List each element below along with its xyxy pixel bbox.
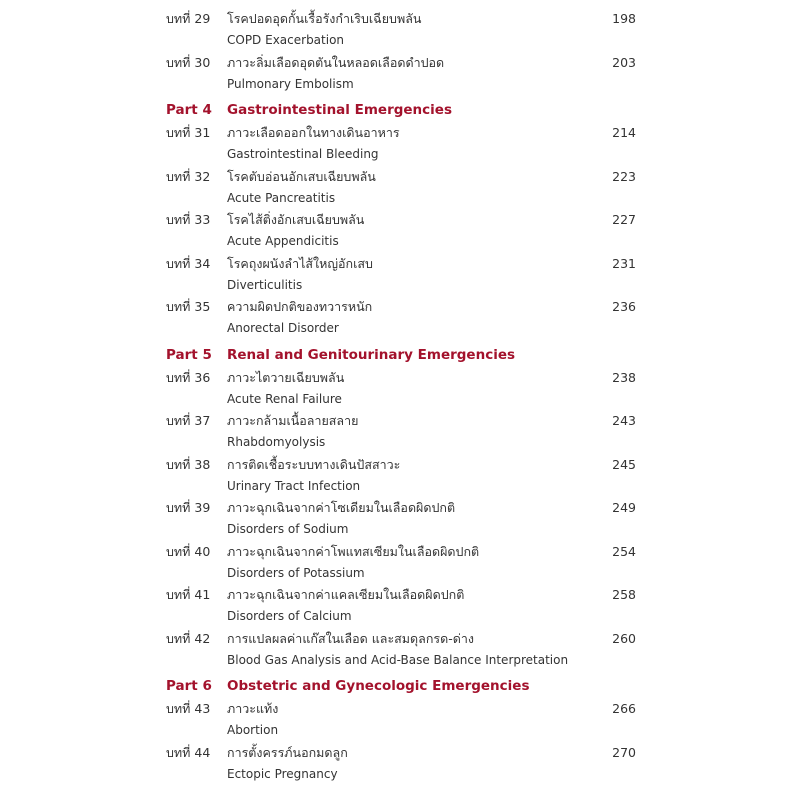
- chapter-entry: [166, 8, 636, 52]
- chapter-title-thai: ภาวะฉุกเฉินจากค่าโซเดียมในเลือดผิดปกติ: [227, 500, 456, 515]
- chapter-title-thai: การแปลผลค่าแก๊สในเลือด และสมดุลกรด-ด่าง: [227, 630, 474, 646]
- chapter-row: [166, 497, 636, 519]
- chapter-number: บทที่ 29: [166, 11, 211, 26]
- chapter-entry: [166, 410, 636, 454]
- chapter-row: [166, 742, 636, 764]
- chapter-row: [166, 296, 636, 318]
- chapter-title-english: Diverticulitis: [227, 277, 303, 292]
- chapter-title-thai: ภาวะกล้ามเนื้อลายสลาย: [227, 413, 359, 428]
- chapter-entry: [166, 209, 636, 253]
- chapter-row: [166, 698, 636, 720]
- chapter-title-thai: โรคตับอ่อนอักเสบเฉียบพลัน: [227, 168, 376, 184]
- chapter-number: บทที่ 39: [166, 500, 211, 515]
- chapter-row: [166, 410, 636, 432]
- page-number: 198: [612, 11, 636, 26]
- page-number: 227: [612, 212, 636, 227]
- chapter-entry: [166, 253, 636, 297]
- table-of-contents: [166, 8, 636, 785]
- chapter-title-english: Acute Renal Failure: [227, 391, 342, 406]
- chapter-title-english: Acute Appendicitis: [227, 234, 339, 248]
- chapter-title-english: Ectopic Pregnancy: [227, 766, 338, 781]
- chapter-entry: [166, 628, 636, 672]
- chapter-title-thai: ภาวะฉุกเฉินจากค่าโพแทสเซียมในเลือดผิดปกติ: [227, 543, 480, 559]
- chapter-number: บทที่ 44: [166, 744, 211, 760]
- chapter-number: บทที่ 36: [166, 369, 211, 385]
- page-number: 266: [612, 701, 636, 716]
- page-number: 260: [612, 630, 636, 646]
- chapter-number: บทที่ 31: [166, 125, 211, 140]
- chapter-title-thai: ภาวะแท้ง: [227, 701, 279, 716]
- chapter-entry: [166, 742, 636, 786]
- chapter-title-english: COPD Exacerbation: [227, 33, 345, 47]
- chapter-title-english: Disorders of Potassium: [227, 565, 365, 580]
- page-number: 245: [612, 456, 636, 472]
- chapter-entry: [166, 584, 636, 628]
- chapter-title-thai: ภาวะฉุกเฉินจากค่าแคลเซียมในเลือดผิดปกติ: [227, 587, 465, 602]
- chapter-title-english: Acute Pancreatitis: [227, 190, 336, 205]
- chapter-title-english: Urinary Tract Infection: [227, 478, 361, 493]
- chapter-row: [166, 584, 636, 606]
- chapter-row: [166, 541, 636, 563]
- chapter-entry: [166, 296, 636, 340]
- chapter-title-english: Abortion: [227, 723, 279, 737]
- part-title: Obstetric and Gynecologic Emergencies: [227, 678, 530, 694]
- chapter-row: [166, 166, 636, 188]
- chapter-number: บทที่ 35: [166, 299, 211, 314]
- page-number: 238: [612, 369, 636, 385]
- chapter-title-thai: ภาวะลิ่มเลือดอุดตันในหลอดเลือดดำปอด: [227, 54, 445, 70]
- chapter-number: บทที่ 37: [166, 413, 211, 428]
- chapter-entry: [166, 122, 636, 166]
- page-number: 214: [612, 125, 636, 140]
- chapter-title-english: Disorders of Calcium: [227, 609, 352, 623]
- part-title: Gastrointestinal Emergencies: [227, 102, 452, 118]
- page-number: 270: [612, 744, 636, 760]
- page-number: 223: [612, 168, 636, 184]
- chapter-title-thai: ภาวะเลือดออกในทางเดินอาหาร: [227, 125, 400, 140]
- chapter-title-thai: การติดเชื้อระบบทางเดินปัสสาวะ: [227, 456, 401, 472]
- chapter-title-thai: โรคไส้ติ่งอักเสบเฉียบพลัน: [227, 212, 365, 227]
- chapter-title-english: Pulmonary Embolism: [227, 76, 354, 91]
- chapter-entry: [166, 52, 636, 96]
- chapter-title-english: Rhabdomyolysis: [227, 435, 326, 449]
- chapter-row: [166, 209, 636, 231]
- part-heading: [166, 675, 636, 698]
- chapter-entry: [166, 541, 636, 585]
- chapter-title-english: Anorectal Disorder: [227, 321, 339, 335]
- chapter-entry: [166, 166, 636, 210]
- chapter-row: [166, 628, 636, 650]
- page-number: 254: [612, 543, 636, 559]
- page-number: 236: [612, 299, 636, 314]
- chapter-entry: [166, 698, 636, 742]
- chapter-title-english: Blood Gas Analysis and Acid-Base Balance Interpretation: [227, 652, 569, 667]
- chapter-title-thai: การตั้งครรภ์นอกมดลูก: [227, 744, 348, 760]
- chapter-title-thai: ความผิดปกติของทวารหนัก: [227, 299, 373, 314]
- chapter-title-thai: ภาวะไตวายเฉียบพลัน: [227, 369, 345, 385]
- chapter-row: [166, 122, 636, 144]
- chapter-entry: [166, 367, 636, 411]
- chapter-number: บทที่ 33: [166, 212, 211, 227]
- page-number: 243: [612, 413, 636, 428]
- chapter-number: บทที่ 43: [166, 701, 211, 716]
- chapter-row: [166, 8, 636, 30]
- part-title: Renal and Genitourinary Emergencies: [227, 346, 516, 363]
- part-number: Part 4: [166, 102, 212, 118]
- chapter-title-english: Gastrointestinal Bleeding: [227, 147, 379, 161]
- chapter-row: [166, 454, 636, 476]
- part-heading: [166, 344, 636, 367]
- chapter-number: บทที่ 42: [166, 630, 211, 646]
- part-number: Part 6: [166, 678, 212, 694]
- chapter-number: บทที่ 30: [166, 54, 211, 70]
- chapter-row: [166, 253, 636, 275]
- chapter-title-english: Disorders of Sodium: [227, 522, 349, 536]
- chapter-row: [166, 367, 636, 389]
- chapter-number: บทที่ 32: [166, 168, 211, 184]
- chapter-number: บทที่ 38: [166, 456, 211, 472]
- part-number: Part 5: [166, 346, 212, 363]
- chapter-number: บทที่ 40: [166, 543, 211, 559]
- chapter-number: บทที่ 41: [166, 587, 211, 602]
- chapter-title-thai: โรคปอดอุดกั้นเรื้อรังกำเริบเฉียบพลัน: [227, 11, 422, 26]
- part-heading: [166, 99, 636, 122]
- page-number: 249: [612, 500, 636, 515]
- chapter-title-thai: โรคถุงผนังลำไส้ใหญ่อักเสบ: [227, 255, 373, 271]
- chapter-number: บทที่ 34: [166, 255, 211, 271]
- page-number: 231: [612, 255, 636, 271]
- chapter-row: [166, 52, 636, 74]
- page-number: 203: [612, 54, 636, 70]
- chapter-entry: [166, 454, 636, 498]
- page-number: 258: [612, 587, 636, 602]
- chapter-entry: [166, 497, 636, 541]
